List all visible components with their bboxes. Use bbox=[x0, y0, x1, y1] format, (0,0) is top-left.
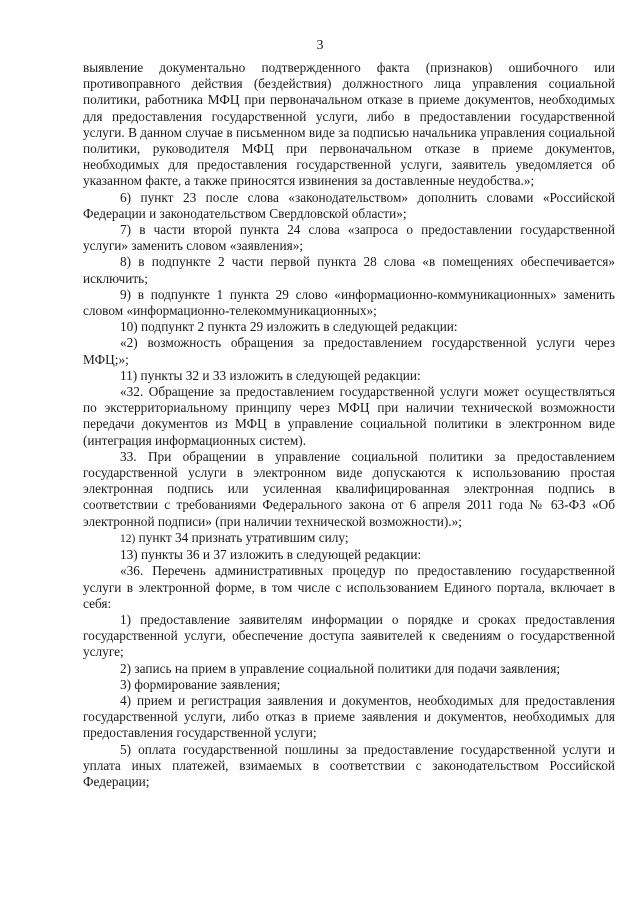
paragraph: 5) оплата государственной пошлины за предоставление государственной услуги и уплата иных платежей, взимаемых в соответствии с законодательством Российской Федерации; bbox=[83, 741, 615, 789]
paragraph: 13) пункты 36 и 37 изложить в следующей редакции: bbox=[120, 547, 422, 563]
paragraph: 3) формирование заявления; bbox=[120, 676, 281, 692]
paragraph: 1) предоставление заявителям информации о порядке и сроках предоставления государственной услуги, обеспечение доступа заявителей к сведениям о государственной услуге; bbox=[83, 611, 615, 660]
paragraph-text: пункт 34 признать утратившим силу; bbox=[135, 529, 349, 545]
item-number: 12) bbox=[120, 532, 136, 545]
paragraph: выявление документально подтвержденного факта (признаков) ошибочного или противоправного действия (бездействия) должностного лица управления социальной политики, работника МФЦ при первоначальном отказе в приеме документов, необходимых для предоставления государственной услуги, либо в предоставлении государственной услуги. В данном случае в письменном виде за подписью начальника управления социальной политики, руководителя МФЦ при первоначальном отказе в приеме документов, необходимых для предоставления государственной услуги, заявитель уведомляется об указанном факте, а также приносятся извинения за доставленные неудобства.»; bbox=[83, 60, 615, 189]
paragraph: 33. При обращении в управление социальной политики за предоставлением государственной услуги в электронном виде допускаются к использованию простая электронная подпись или усиленная квалифицированная электронная подпись в соответствии с требованиями Федерального закона от 6 апреля 2011 года № 63-ФЗ «Об электронной подписи» (при наличии технической возможности).»; bbox=[83, 448, 615, 529]
paragraph: «36. Перечень административных процедур по предоставлению государственной услуги в электронной форме, в том числе с использованием Единого портала, включает в себя: bbox=[83, 563, 615, 611]
paragraph: 10) подпункт 2 пункта 29 изложить в следующей редакции: bbox=[120, 319, 458, 335]
paragraph: «32. Обращение за предоставлением государственной услуги может осуществляться по экстерриториальному принципу через МФЦ при наличии технической возможности передачи документов из МФЦ в управление социальной политики в электронном виде (интеграция информационных систем). bbox=[83, 384, 615, 448]
paragraph: «2) возможность обращения за предоставлением государственной услуги через МФЦ;»; bbox=[83, 335, 615, 367]
document-body bbox=[83, 60, 615, 790]
paragraph: 6) пункт 23 после слова «законодательством» дополнить словами «Российской Федерации и законодательством Свердловской области»; bbox=[83, 189, 615, 221]
paragraph bbox=[83, 530, 615, 547]
paragraph: 4) прием и регистрация заявления и документов, необходимых для предоставления государственной услуги, либо отказ в приеме заявления и документов, необходимых для предоставления государственной услуги; bbox=[83, 692, 615, 741]
paragraph: 9) в подпункте 1 пункта 29 слово «информационно-коммуникационных» заменить словом «информационно-телекоммуникационных»; bbox=[83, 286, 615, 319]
paragraph: 2) запись на прием в управление социальной политики для подачи заявления; bbox=[120, 660, 561, 676]
paragraph: 7) в части второй пункта 24 слова «запроса о предоставлении государственной услуги» заменить словом «заявления»; bbox=[83, 222, 615, 254]
page-number: 3 bbox=[316, 38, 324, 53]
paragraph: 8) в подпункте 2 части первой пункта 28 слова «в помещениях обеспечивается» исключить; bbox=[83, 254, 615, 286]
paragraph: 11) пункты 32 и 33 изложить в следующей редакции: bbox=[120, 367, 421, 383]
